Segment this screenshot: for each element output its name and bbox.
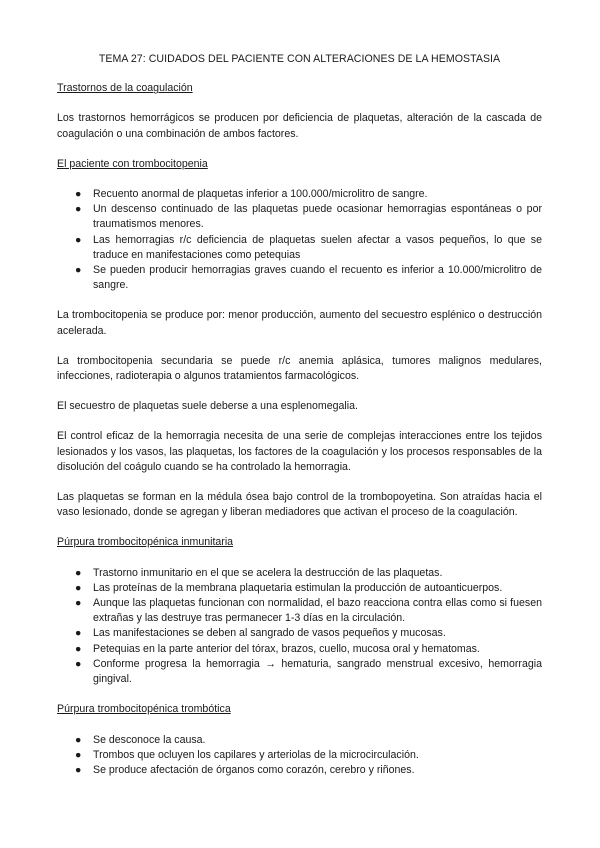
- list-item-text: Conforme progresa la hemorragia → hematuria, sangrado menstrual excesivo, hemorragia gingival.: [93, 657, 542, 686]
- bullet-icon: ●: [75, 581, 82, 594]
- list-item: [75, 733, 542, 748]
- list-item-text: Trastorno inmunitario en el que se acelera la destrucción de las plaquetas.: [93, 566, 443, 579]
- bullet-icon: ●: [75, 203, 82, 216]
- list-item-text: Un descenso continuado de las plaquetas puede ocasionar hemorragias espontáneas o por traumatismos menores.: [93, 203, 542, 231]
- list-item: [75, 566, 542, 581]
- bullet-icon: ●: [75, 733, 82, 746]
- bullet-icon: ●: [75, 627, 82, 640]
- list-item-text: Trombos que ocluyen los capilares y arteriolas de la microcirculación.: [93, 748, 419, 761]
- bullet-icon: ●: [75, 657, 82, 670]
- section-heading-trombocitopenia: El paciente con trombocitopenia: [57, 157, 208, 170]
- list-item-text: Las manifestaciones se deben al sangrado de vasos pequeños y mucosas.: [93, 627, 446, 640]
- list-item: [75, 202, 542, 232]
- bullet-icon: ●: [75, 763, 82, 776]
- list-item-text: Se pueden producir hemorragias graves cuando el recuento es inferior a 10.000/microlitro de sangre.: [93, 264, 542, 292]
- bullet-list-pti: [57, 566, 542, 688]
- list-item: [75, 233, 542, 263]
- list-item-text: Aunque las plaquetas funcionan con normalidad, el bazo reacciona contra ellas como si fuesen extrañas y las destruye tras permanecer 1-3 días en la circulación.: [93, 597, 542, 625]
- paragraph: El secuestro de plaquetas suele deberse a una esplenomegalia.: [57, 400, 358, 413]
- list-item: [75, 657, 542, 687]
- list-item: [75, 263, 542, 293]
- list-item: [75, 626, 542, 641]
- bullet-icon: ●: [75, 233, 82, 246]
- list-item-text: Las proteínas de la membrana plaquetaria estimulan la producción de autoanticuerpos.: [93, 581, 503, 594]
- paragraph: La trombocitopenia secundaria se puede r/c anemia aplásica, tumores malignos medulares, infecciones, radioterapia o algunos tratamientos farmacológicos.: [57, 354, 542, 383]
- bullet-list-ptt: [57, 733, 542, 779]
- section-heading-pti: Púrpura trombocitopénica inmunitaria: [57, 536, 234, 549]
- bullet-list-trombocitopenia: [57, 187, 542, 293]
- bullet-icon: ●: [75, 566, 82, 579]
- list-item: [75, 642, 542, 657]
- section-heading-ptt: Púrpura trombocitopénica trombótica: [57, 703, 231, 716]
- document-page: [57, 52, 542, 793]
- bullet-icon: ●: [75, 188, 82, 201]
- list-item-text: Se produce afectación de órganos como corazón, cerebro y riñones.: [93, 763, 415, 776]
- bullet-icon: ●: [75, 597, 82, 610]
- list-item-text: Las hemorragias r/c deficiencia de plaquetas suelen afectar a vasos pequeños, lo que se traduce en manifestaciones como petequias: [93, 233, 542, 261]
- list-item: [75, 187, 542, 202]
- list-item-text: Se desconoce la causa.: [93, 733, 206, 746]
- document-title: TEMA 27: CUIDADOS DEL PACIENTE CON ALTERACIONES DE LA HEMOSTASIA: [98, 53, 501, 65]
- list-item: [75, 596, 542, 626]
- list-item-text: Petequias en la parte anterior del tórax, brazos, cuello, mucosa oral y hematomas.: [93, 642, 480, 655]
- list-item: [75, 748, 542, 763]
- paragraph: Los trastornos hemorrágicos se producen por deficiencia de plaquetas, alteración de la cascada de coagulación o una combinación de ambos factores.: [57, 112, 542, 140]
- bullet-icon: ●: [75, 748, 82, 761]
- paragraph: El control eficaz de la hemorragia necesita de una serie de complejas interacciones entre los tejidos lesionados y los vasos, las plaquetas, los factores de la coagulación y los procesos responsables de la disolución del coágulo cuando se ha controlado la hemorragia.: [57, 430, 542, 473]
- bullet-icon: ●: [75, 642, 82, 655]
- list-item: [75, 581, 542, 596]
- section-heading-coagulacion: Trastornos de la coagulación: [57, 82, 193, 95]
- paragraph: La trombocitopenia se produce por: menor producción, aumento del secuestro esplénico o destrucción acelerada.: [57, 309, 542, 337]
- list-item-text: Recuento anormal de plaquetas inferior a 100.000/microlitro de sangre.: [93, 188, 428, 201]
- list-item: [75, 763, 542, 778]
- paragraph: Las plaquetas se forman en la médula ósea bajo control de la trombopoyetina. Son atraídas hacia el vaso lesionado, donde se agregan y liberan mediadores que activan el proceso de la coagulación.: [57, 491, 542, 519]
- bullet-icon: ●: [75, 264, 82, 277]
